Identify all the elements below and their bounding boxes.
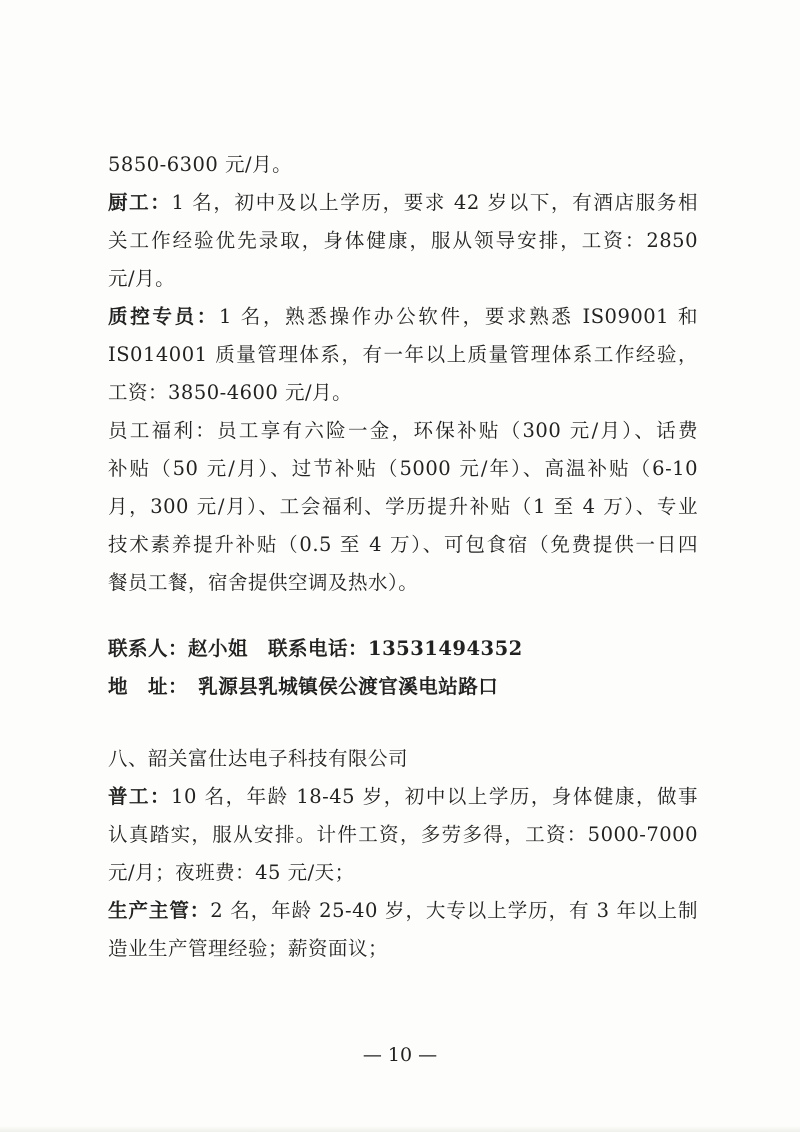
job-desc: 10 名，年龄 18-45 岁，初中以上学历，身体健康，做事 xyxy=(171,785,698,808)
text-line: 关工作经验优先录取，身体健康，服从领导安排，工资：2850 xyxy=(108,229,698,252)
text-line xyxy=(108,778,698,816)
contact-line: 联系人：赵小姐 联系电话：13531494352 xyxy=(108,637,523,660)
text-line: 餐员工餐，宿舍提供空调及热水）。 xyxy=(108,571,419,594)
text-line xyxy=(108,298,698,336)
text-line: 5850-6300 元/月。 xyxy=(108,153,293,176)
text-line: 元/月；夜班费：45 元/天； xyxy=(108,861,355,884)
text-line: 技术素养提升补贴（0.5 至 4 万）、可包食宿（免费提供一日四 xyxy=(108,533,698,556)
text-line: 元/月。 xyxy=(108,267,176,290)
job-title-worker: 普工： xyxy=(108,785,172,808)
text-line: 补贴（50 元/月）、过节补贴（5000 元/年）、高温补贴（6-10 xyxy=(108,457,698,480)
text-line: 造业生产管理经验；薪资面议； xyxy=(108,937,389,960)
text-line xyxy=(108,184,698,222)
address-line: 地 址： 乳源县乳城镇侯公渡官溪电站路口 xyxy=(108,675,499,698)
text-line: 员工福利：员工享有六险一金，环保补贴（300 元/月）、话费 xyxy=(108,419,698,442)
section-heading: 八、韶关富仕达电子科技有限公司 xyxy=(108,747,409,770)
job-desc: 1 名，熟悉操作办公软件，要求熟悉 IS09001 和 xyxy=(218,305,698,328)
page-edge xyxy=(0,1126,800,1132)
job-title-supervisor: 生产主管： xyxy=(108,899,211,922)
job-desc: 2 名，年龄 25-40 岁，大专以上学历，有 3 年以上制 xyxy=(210,899,698,922)
text-line: IS014001 质量管理体系，有一年以上质量管理体系工作经验， xyxy=(108,343,698,366)
text-line: 工资：3850-4600 元/月。 xyxy=(108,381,353,404)
job-desc: 1 名，初中及以上学历，要求 42 岁以下，有酒店服务相 xyxy=(171,191,698,214)
text-line: 认真踏实，服从安排。计件工资，多劳多得，工资：5000-7000 xyxy=(108,823,698,846)
job-title-cook: 厨工： xyxy=(108,191,172,214)
page-number: — 10 — xyxy=(362,1044,438,1066)
text-line: 月，300 元/月）、工会福利、学历提升补贴（1 至 4 万）、专业 xyxy=(108,495,698,518)
text-line xyxy=(108,892,698,930)
job-title-qc: 质控专员： xyxy=(108,305,219,328)
